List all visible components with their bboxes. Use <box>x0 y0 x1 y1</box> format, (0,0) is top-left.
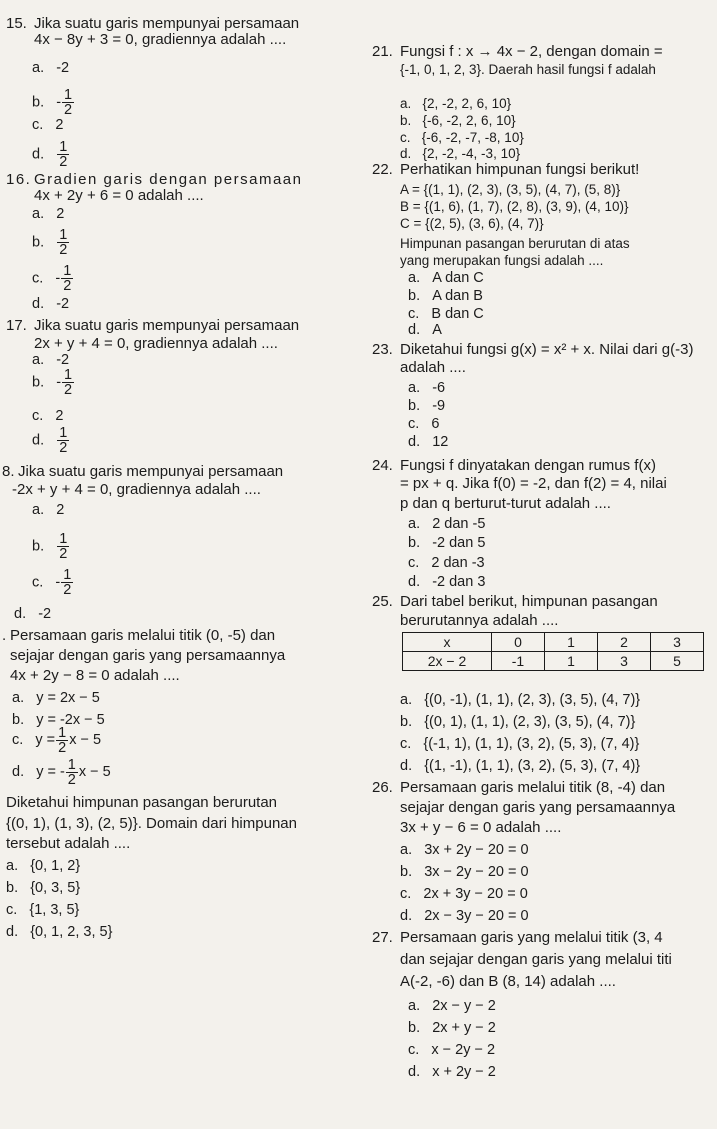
question-26-number: 26. <box>372 779 393 796</box>
fraction: $\frac{1}{2}$ <box>64 367 73 398</box>
question-17-stem-line1: Jika suatu garis mempunyai persamaan <box>34 317 300 334</box>
q25-option-b[interactable]: b. {(0, 1), (1, 1), (2, 3), (3, 5), (4, 7)} <box>400 714 636 730</box>
question-21-number: 21. <box>372 43 393 60</box>
q17-option-a[interactable]: a. -2 <box>32 352 70 368</box>
question-20-stem-line3: tersebut adalah .... <box>6 835 131 852</box>
q24-option-d[interactable]: d. -2 dan 3 <box>408 574 486 590</box>
question-23-stem-line2: adalah .... <box>400 359 466 376</box>
question-26-stem-line3: 3x + y − 6 = 0 adalah .... <box>400 819 562 836</box>
q23-option-c[interactable]: c. 6 <box>408 416 440 432</box>
table-cell: 3 <box>598 652 651 671</box>
q15-option-b[interactable]: b. - $\frac{1}{2}$ <box>32 87 73 118</box>
question-23-stem-line1: Diketahui fungsi g(x) = x² + x. Nilai dari g(-3) <box>400 341 694 358</box>
table-row <box>403 633 704 652</box>
q22-option-b[interactable]: b. A dan B <box>408 288 483 304</box>
question-27-stem-line3: A(-2, -6) dan B (8, 14) adalah .... <box>400 973 616 990</box>
q26-option-d[interactable]: d. 2x − 3y − 20 = 0 <box>400 908 529 924</box>
value-table <box>402 632 704 671</box>
question-21-stem-line1: Fungsi f : x → 4x − 2, dengan domain = <box>400 43 663 60</box>
q15-option-d[interactable]: d. $\frac{1}{2}$ <box>32 139 68 170</box>
question-24-number: 24. <box>372 457 393 474</box>
q26-option-b[interactable]: b. 3x − 2y − 20 = 0 <box>400 864 529 880</box>
q16-option-b[interactable]: b. $\frac{1}{2}$ <box>32 227 68 258</box>
question-15-number: 15. <box>6 15 27 32</box>
q17-option-c[interactable]: c. 2 <box>32 408 64 424</box>
question-15-stem-line2: 4x − 8y + 3 = 0, gradiennya adalah .... <box>34 31 287 48</box>
question-16-number: 16. <box>6 171 32 188</box>
fraction: $\frac{1}{2}$ <box>63 567 72 598</box>
q27-option-c[interactable]: c. x − 2y − 2 <box>408 1042 496 1058</box>
question-19-stem-line2: sejajar dengan garis yang persamaannya <box>10 647 286 664</box>
q19-option-b[interactable]: b. y = -2x − 5 <box>12 712 105 728</box>
table-cell: 1 <box>545 652 598 671</box>
fraction: $\frac{1}{2}$ <box>67 756 76 788</box>
table-cell: 1 <box>545 633 598 652</box>
question-27-stem-line2: dan sejajar dengan garis yang melalui titi <box>400 951 672 968</box>
q21-option-c[interactable]: c. {-6, -2, -7, -8, 10} <box>400 130 524 145</box>
q22-option-d[interactable]: d. A <box>408 322 442 338</box>
q26-option-c[interactable]: c. 2x + 3y − 20 = 0 <box>400 886 528 902</box>
q21-option-a[interactable]: a. {2, -2, 2, 6, 10} <box>400 96 512 111</box>
q17-option-b[interactable]: b. - $\frac{1}{2}$ <box>32 367 73 398</box>
q19-option-d[interactable]: d. y = - $\frac{1}{2}$ x − 5 <box>12 756 111 788</box>
q20-option-d[interactable]: d. {0, 1, 2, 3, 5} <box>6 924 113 940</box>
q20-option-b[interactable]: b. {0, 3, 5} <box>6 880 81 896</box>
table-cell: 2x − 2 <box>403 652 492 671</box>
table-cell: x <box>403 633 492 652</box>
q16-option-d[interactable]: d. -2 <box>32 296 70 312</box>
question-22-stem-line2: Himpunan pasangan berurutan di atas <box>400 236 630 251</box>
q18-option-c[interactable]: c. - $\frac{1}{2}$ <box>32 567 72 598</box>
question-22-number: 22. <box>372 161 393 178</box>
q15-option-c[interactable]: c. 2 <box>32 117 64 133</box>
table-cell: 2 <box>598 633 651 652</box>
question-24-stem-line2: = px + q. Jika f(0) = -2, dan f(2) = 4, nilai <box>400 475 667 492</box>
fraction: $\frac{1}{2}$ <box>59 425 68 456</box>
q21-option-b[interactable]: b. {-6, -2, 2, 6, 10} <box>400 113 516 128</box>
q18-option-b[interactable]: b. $\frac{1}{2}$ <box>32 531 68 562</box>
q24-option-b[interactable]: b. -2 dan 5 <box>408 535 486 551</box>
question-16-stem-line2: 4x + 2y + 6 = 0 adalah .... <box>34 187 204 204</box>
question-22-set-c: C = {(2, 5), (3, 6), (4, 7)} <box>400 216 544 231</box>
q24-option-c[interactable]: c. 2 dan -3 <box>408 555 485 571</box>
fraction: $\frac{1}{2}$ <box>59 227 68 258</box>
question-22-stem-line1: Perhatikan himpunan fungsi berikut! <box>400 161 640 178</box>
q18-option-a[interactable]: a. 2 <box>32 502 65 518</box>
q16-option-a[interactable]: a. 2 <box>32 206 65 222</box>
table-cell: 0 <box>492 633 545 652</box>
question-25-stem-line2: berurutannya adalah .... <box>400 612 559 629</box>
q27-option-d[interactable]: d. x + 2y − 2 <box>408 1064 496 1080</box>
q15-option-a[interactable]: a. -2 <box>32 60 70 76</box>
question-20-stem-line1: Diketahui himpunan pasangan berurutan <box>6 794 278 811</box>
question-22-stem-line3: yang merupakan fungsi adalah .... <box>400 253 604 268</box>
question-26-stem-line1: Persamaan garis melalui titik (8, -4) dan <box>400 779 666 796</box>
question-19-stem-line3: 4x + 2y − 8 = 0 adalah .... <box>10 667 180 684</box>
question-15-stem-line1: Jika suatu garis mempunyai persamaan <box>34 15 300 32</box>
fraction: $\frac{1}{2}$ <box>58 724 67 756</box>
question-16-stem-line1: Gradien garis dengan persamaan <box>34 171 303 188</box>
fraction: $\frac{1}{2}$ <box>63 263 72 294</box>
q23-option-d[interactable]: d. 12 <box>408 434 449 450</box>
question-18-stem-line1: Jika suatu garis mempunyai persamaan <box>18 463 284 480</box>
question-25-stem-line1: Dari tabel berikut, himpunan pasangan <box>400 593 658 610</box>
q20-option-c[interactable]: c. {1, 3, 5} <box>6 902 80 918</box>
q27-option-b[interactable]: b. 2x + y − 2 <box>408 1020 496 1036</box>
question-19-number: . <box>2 627 7 644</box>
q25-option-d[interactable]: d. {(1, -1), (1, 1), (3, 2), (5, 3), (7, 4)} <box>400 758 641 774</box>
fraction: $\frac{1}{2}$ <box>64 87 73 118</box>
table-row <box>403 652 704 671</box>
question-21-stem-line2: {-1, 0, 1, 2, 3}. Daerah hasil fungsi f adalah <box>400 62 656 77</box>
question-24-stem-line3: p dan q berturut-turut adalah .... <box>400 495 611 512</box>
q22-option-a[interactable]: a. A dan C <box>408 270 484 286</box>
q23-option-a[interactable]: a. -6 <box>408 380 446 396</box>
question-17-stem-line2: 2x + y + 4 = 0, gradiennya adalah .... <box>34 335 278 352</box>
q25-option-a[interactable]: a. {(0, -1), (1, 1), (2, 3), (3, 5), (4, 7)} <box>400 692 641 708</box>
q26-option-a[interactable]: a. 3x + 2y − 20 = 0 <box>400 842 529 858</box>
table-cell: -1 <box>492 652 545 671</box>
q25-option-c[interactable]: c. {(-1, 1), (1, 1), (3, 2), (5, 3), (7, 4)} <box>400 736 640 752</box>
q27-option-a[interactable]: a. 2x − y − 2 <box>408 998 496 1014</box>
fraction: $\frac{1}{2}$ <box>59 139 68 170</box>
question-27-stem-line1: Persamaan garis yang melalui titik (3, 4 <box>400 929 663 946</box>
q24-option-a[interactable]: a. 2 dan -5 <box>408 516 486 532</box>
q22-option-c[interactable]: c. B dan C <box>408 306 484 322</box>
question-22-set-a: A = {(1, 1), (2, 3), (3, 5), (4, 7), (5, 8)} <box>400 182 621 197</box>
table-cell: 3 <box>651 633 704 652</box>
question-20-stem-line2: {(0, 1), (1, 3), (2, 5)}. Domain dari himpunan <box>6 815 297 832</box>
q16-option-c[interactable]: c. - $\frac{1}{2}$ <box>32 263 72 294</box>
fraction: $\frac{1}{2}$ <box>59 531 68 562</box>
table-cell: 5 <box>651 652 704 671</box>
q19-option-a[interactable]: a. y = 2x − 5 <box>12 690 100 706</box>
q17-option-d[interactable]: d. $\frac{1}{2}$ <box>32 425 68 456</box>
q21-option-d[interactable]: d. {2, -2, -4, -3, 10} <box>400 146 521 161</box>
question-25-number: 25. <box>372 593 393 610</box>
q19-option-c[interactable]: c. y = $\frac{1}{2}$ x − 5 <box>12 724 102 756</box>
q18-option-d[interactable]: d. -2 <box>14 606 52 622</box>
question-22-set-b: B = {(1, 6), (1, 7), (2, 8), (3, 9), (4, 10)} <box>400 199 629 214</box>
question-18-number: 8. <box>2 463 15 480</box>
question-27-number: 27. <box>372 929 393 946</box>
question-19-stem-line1: Persamaan garis melalui titik (0, -5) dan <box>10 627 276 644</box>
question-17-number: 17. <box>6 317 27 334</box>
q20-option-a[interactable]: a. {0, 1, 2} <box>6 858 81 874</box>
question-18-stem-line2: -2x + y + 4 = 0, gradiennya adalah .... <box>12 481 261 498</box>
question-23-number: 23. <box>372 341 393 358</box>
question-26-stem-line2: sejajar dengan garis yang persamaannya <box>400 799 676 816</box>
q23-option-b[interactable]: b. -9 <box>408 398 446 414</box>
question-24-stem-line1: Fungsi f dinyatakan dengan rumus f(x) <box>400 457 656 474</box>
